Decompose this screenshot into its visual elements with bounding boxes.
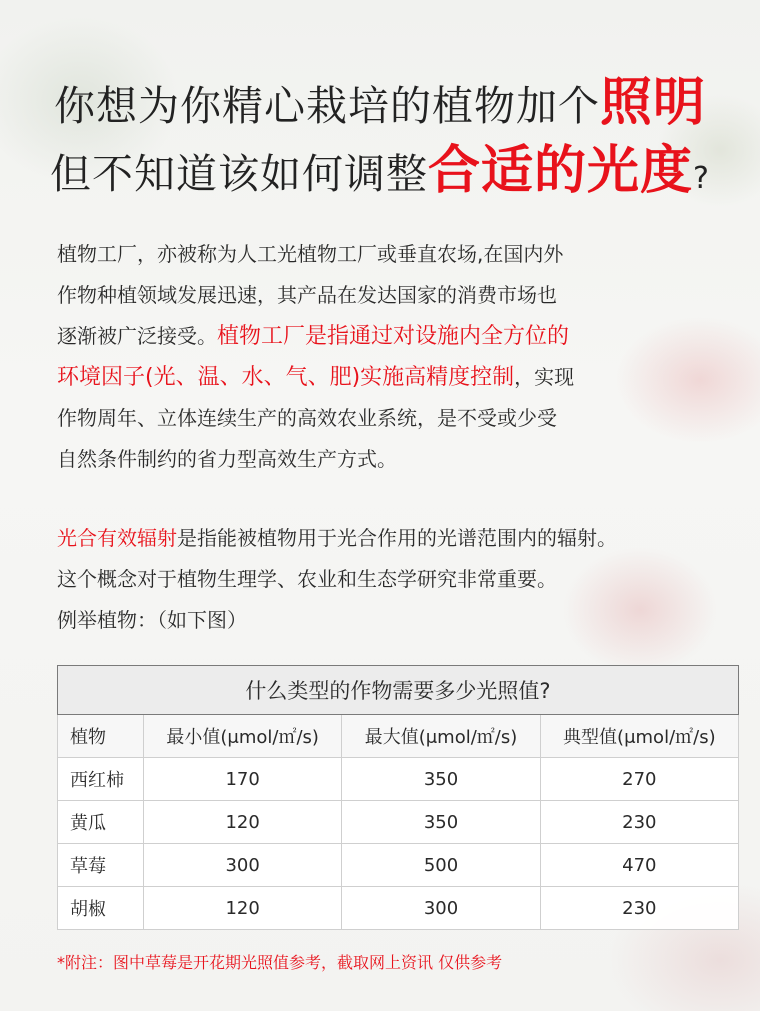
table-row xyxy=(58,844,739,887)
intro-line: 作物周年、立体连续生产的高效农业系统，是不受或少受 xyxy=(57,406,557,430)
table-caption: 什么类型的作物需要多少光照值? xyxy=(58,666,739,715)
headline-line-2 xyxy=(0,128,760,203)
table-row xyxy=(58,887,739,930)
headline-line-2-text: 但不知道该如何调整 xyxy=(50,150,429,198)
light-value-table xyxy=(57,665,739,930)
table-cell: 300 xyxy=(342,887,540,930)
table-cell: 胡椒 xyxy=(58,887,144,930)
headline-highlight-brightness: 合适的光度 xyxy=(428,141,694,201)
table-header-cell: 典型值(μmol/㎡/s) xyxy=(540,715,738,758)
intro-line xyxy=(57,316,747,357)
intro-line: 植物工厂，亦被称为人工光植物工厂或垂直农场,在国内外 xyxy=(57,242,564,266)
intro-paragraph xyxy=(57,234,747,480)
intro-line: 作物种植领域发展迅速，其产品在发达国家的消费市场也 xyxy=(57,283,557,307)
table-cell: 270 xyxy=(540,758,738,801)
footnote: *附注：图中草莓是开花期光照值参考，截取网上资讯 仅供参考 xyxy=(57,953,503,972)
table-header-cell: 最大值(μmol/㎡/s) xyxy=(342,715,540,758)
par-line xyxy=(57,518,747,559)
headline-line-1 xyxy=(0,60,760,135)
table-cell: 120 xyxy=(144,887,342,930)
par-line: 这个概念对于植物生理学、农业和生态学研究非常重要。 xyxy=(57,567,557,591)
intro-text: 逐渐被广泛接受。 xyxy=(57,324,217,348)
table-cell: 470 xyxy=(540,844,738,887)
intro-highlight: 植物工厂是指通过对设施内全方位的 xyxy=(217,324,570,349)
par-text: 是指能被植物用于光合作用的光谱范围内的辐射。 xyxy=(177,526,617,550)
table-header-row xyxy=(58,715,739,758)
intro-line xyxy=(57,357,747,398)
table-header-cell: 最小值(μmol/㎡/s) xyxy=(144,715,342,758)
headline-highlight-lighting: 照明 xyxy=(599,73,706,133)
table-cell: 300 xyxy=(144,844,342,887)
intro-highlight: 环境因子(光、温、水、气、肥)实施高精度控制 xyxy=(57,365,515,390)
table-row xyxy=(58,758,739,801)
table-cell: 230 xyxy=(540,801,738,844)
par-term: 光合有效辐射 xyxy=(57,526,177,550)
table-cell: 黄瓜 xyxy=(58,801,144,844)
table-cell: 草莓 xyxy=(58,844,144,887)
intro-text: ，实现 xyxy=(514,365,575,389)
headline-line-1-text: 你想为你精心栽培的植物加个 xyxy=(53,82,600,130)
table-cell: 170 xyxy=(144,758,342,801)
intro-line: 自然条件制约的省力型高效生产方式。 xyxy=(57,447,397,471)
table-cell: 230 xyxy=(540,887,738,930)
headline-question-mark: ? xyxy=(693,161,710,196)
table-cell: 西红柿 xyxy=(58,758,144,801)
table-header-cell: 植物 xyxy=(58,715,144,758)
table-cell: 350 xyxy=(342,801,540,844)
table-cell: 120 xyxy=(144,801,342,844)
par-paragraph xyxy=(57,518,747,641)
table-cell: 500 xyxy=(342,844,540,887)
table-cell: 350 xyxy=(342,758,540,801)
table-row xyxy=(58,801,739,844)
par-line: 例举植物：（如下图） xyxy=(57,608,247,632)
